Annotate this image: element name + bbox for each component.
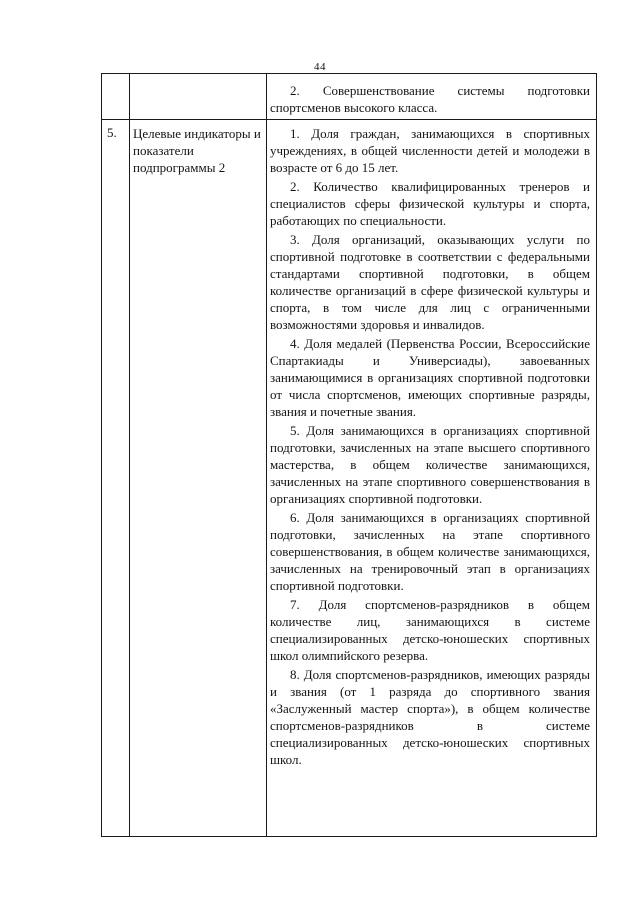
page-number: 44 — [314, 61, 326, 73]
row-number: 5. — [107, 125, 117, 140]
indicator-item: 5. Доля занимающихся в организациях спортивной подготовки, зачисленных на этапе высшего спортивного мастерства, в общем количестве занимающихся, зачисленных на этапе спортивного совершенствования в организациях спортивной подготовки. — [270, 423, 590, 506]
program-table — [101, 73, 597, 837]
table-border-right — [596, 73, 597, 837]
indicator-item: 2. Количество квалифицированных тренеров и специалистов сферы физической культуры и спорта, работающих по специальности. — [270, 179, 590, 228]
continued-row-cell — [270, 82, 590, 118]
table-row-divider — [101, 119, 597, 120]
table-border-top — [101, 73, 597, 74]
table-border-bottom — [101, 836, 597, 837]
table-border-left — [101, 73, 102, 837]
indicator-item: 8. Доля спортсменов-разрядников, имеющих разряды и звания (от 1 разряда до спортивного звания «Заслуженный мастер спорта»), в общем количестве спортсменов-разрядников в системе специализированных детско-юношеских спортивных школ. — [270, 667, 590, 767]
row-name: Целевые индикаторы и показатели подпрограммы 2 — [133, 126, 261, 175]
indicator-item: 6. Доля занимающихся в организациях спортивной подготовки, зачисленных на этапе спортивного совершенствования, в общем количестве занимающихся, зачисленных на тренировочный этап в организациях спортивной подготовки. — [270, 510, 590, 593]
table-column-divider-1 — [129, 73, 130, 837]
indicator-item: 3. Доля организаций, оказывающих услуги по спортивной подготовке в соответствии с федеральными стандартами спортивной подготовки, в общем количестве организаций в сфере физической культуры и спорта, в том числе для лиц с ограниченными возможностями здоровья и инвалидов. — [270, 232, 590, 332]
indicators-cell — [270, 125, 590, 770]
indicator-item: 4. Доля медалей (Первенства России, Всероссийские Спартакиады и Универсиады), завоеванных занимающимися в организациях спортивной подготовки от числа спортсменов, имеющих спортивные разряды, звания и почетные звания. — [270, 336, 590, 419]
table-column-divider-2 — [266, 73, 267, 837]
indicator-item: 1. Доля граждан, занимающихся в спортивных учреждениях, в общей численности детей и молодежи в возрасте от 6 до 15 лет. — [270, 126, 590, 175]
continued-row-text: 2. Совершенствование системы подготовки спортсменов высокого класса. — [270, 83, 590, 115]
indicator-item: 7. Доля спортсменов-разрядников в общем количестве лиц, занимающихся в системе специализированных детско-юношеских спортивных школ олимпийского резерва. — [270, 597, 590, 663]
